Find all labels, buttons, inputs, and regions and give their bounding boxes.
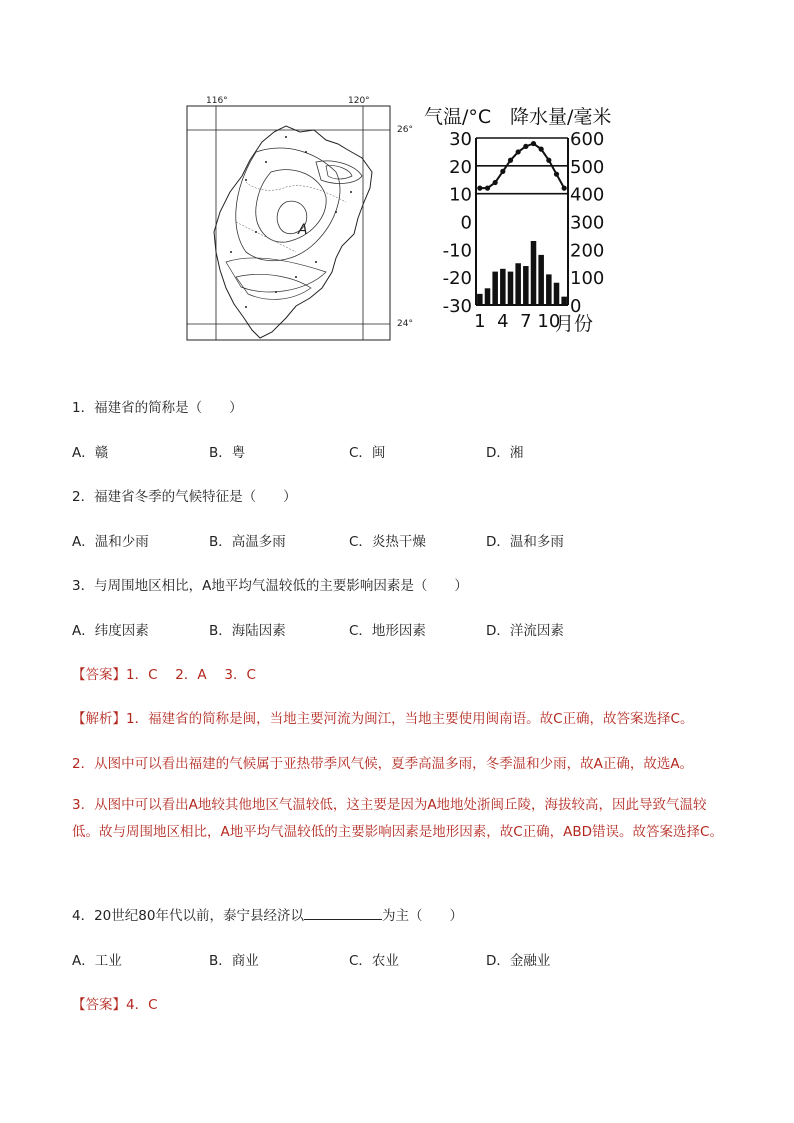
q3-option-a[interactable]: A．纬度因素: [72, 623, 149, 639]
lat-label-26: 26°: [397, 125, 413, 135]
q2-option-d[interactable]: D．温和多雨: [486, 534, 564, 550]
right-tick-label: 100: [570, 268, 605, 290]
answer-tag: 【答案】: [72, 667, 126, 683]
analysis-p1: 1．福建省的简称是闽，当地主要河流为闽江，当地主要使用闽南语。故C正确，故答案选择C。: [126, 711, 694, 727]
left-tick-label: -20: [442, 268, 472, 290]
left-tick-label: -30: [442, 296, 472, 317]
climate-chart: [420, 98, 630, 342]
precip-bar: [485, 288, 491, 305]
point-a-label: A: [298, 222, 308, 238]
precip-bar: [531, 241, 537, 305]
temperature-point: [562, 186, 567, 191]
precip-bar: [546, 274, 552, 305]
q3-option-b[interactable]: B．海陆因素: [209, 623, 286, 639]
answer-2-text: 4．C: [126, 997, 158, 1013]
left-tick-label: -10: [442, 240, 472, 262]
precip-bar: [492, 272, 498, 305]
chart-bars: [477, 241, 567, 305]
left-tick-label: 30: [449, 129, 472, 150]
answer-block-1: [72, 663, 256, 683]
q1-option-a[interactable]: A．赣: [72, 445, 109, 461]
temperature-point: [539, 147, 544, 152]
q1-option-c[interactable]: C．闽: [349, 445, 386, 461]
q1-option-b[interactable]: B．粤: [209, 445, 246, 461]
temperature-point: [508, 158, 513, 163]
q3-option-d[interactable]: D．洋流因素: [486, 623, 564, 639]
q3-option-c[interactable]: C．地形因素: [349, 623, 426, 639]
q4-blank[interactable]: [304, 906, 382, 920]
precip-bar: [554, 283, 560, 305]
lon-label-120: 120°: [348, 96, 370, 106]
precip-bar: [538, 255, 544, 305]
right-tick-label: 400: [570, 184, 605, 206]
map-frame: [187, 106, 390, 340]
chart-title-right: 降水量/毫米: [510, 106, 612, 128]
q4-option-c[interactable]: C．农业: [349, 953, 399, 969]
left-tick-label: 0: [460, 212, 472, 234]
precip-bar: [515, 263, 521, 305]
temperature-point: [554, 172, 559, 177]
temperature-point: [500, 169, 505, 174]
x-tick-label: 4: [497, 311, 509, 332]
left-tick-label: 10: [449, 184, 472, 206]
answer-2-tag: 【答案】: [72, 997, 126, 1013]
question-1-stem: 1．福建省的简称是（ ）: [72, 400, 243, 416]
q4-stem-before: 4．20世纪80年代以前，泰宁县经济以: [72, 908, 304, 924]
analysis-line-1: [72, 707, 693, 727]
q2-option-a[interactable]: A．温和少雨: [72, 534, 149, 550]
right-tick-label: 300: [570, 212, 605, 234]
q2-option-c[interactable]: C．炎热干燥: [349, 534, 426, 550]
lon-label-116: 116°: [206, 96, 228, 106]
right-tick-label: 200: [570, 240, 605, 262]
lat-label-24: 24°: [397, 319, 413, 329]
right-tick-label: 500: [570, 156, 605, 178]
left-tick-label: 20: [449, 156, 472, 178]
q4-option-b[interactable]: B．商业: [209, 953, 259, 969]
precip-bar: [523, 266, 529, 305]
q2-option-b[interactable]: B．高温多雨: [209, 534, 286, 550]
fujian-map: [186, 92, 436, 344]
question-2-stem: 2．福建省冬季的气候特征是（ ）: [72, 489, 297, 505]
precip-bar: [561, 297, 567, 305]
temperature-point: [546, 158, 551, 163]
climate-chart-svg: [420, 98, 630, 342]
answer-block-2: [72, 993, 158, 1013]
precip-bar: [500, 269, 506, 305]
right-tick-label: 600: [570, 129, 605, 150]
q1-option-d[interactable]: D．湘: [486, 445, 524, 461]
q4-option-a[interactable]: A．工业: [72, 953, 122, 969]
q4-stem-after: 为主（ ）: [381, 908, 463, 924]
q4-option-d[interactable]: D．金融业: [486, 953, 551, 969]
chart-title-left: 气温/°C: [424, 106, 492, 128]
temperature-point: [516, 149, 521, 154]
question-3-stem: 3．与周围地区相比，A地平均气温较低的主要影响因素是（ ）: [72, 578, 468, 594]
temperature-point: [523, 144, 528, 149]
question-4-stem: [72, 904, 463, 924]
temperature-point: [485, 186, 490, 191]
right-tick-label: 0: [570, 296, 582, 317]
answer-text: 1．C 2．A 3．C: [126, 667, 256, 683]
temperature-point: [493, 180, 498, 185]
x-tick-label: 10: [537, 311, 561, 332]
precip-bar: [508, 272, 514, 305]
chart-xlabel: 月份: [555, 313, 594, 335]
temperature-point: [477, 186, 482, 191]
analysis-tag: 【解析】: [72, 711, 126, 727]
x-tick-label: 7: [520, 311, 532, 332]
temperature-point: [531, 141, 536, 146]
analysis-p3: 3．从图中可以看出A地较其他地区气温较低，这主要是因为A地地处浙闽丘陵，海拔较高，因此导致气温较低。故与周围地区相比，A地平均气温较低的主要影响因素是地形因素，故C正确，ABD错误。故答案选择C。: [72, 797, 723, 840]
precip-bar: [477, 294, 483, 305]
province-outline: [214, 126, 372, 338]
x-tick-label: 1: [474, 311, 486, 332]
map-figure: [186, 92, 436, 344]
analysis-p2: 2．从图中可以看出福建的气候属于亚热带季风气候，夏季高温多雨，冬季温和少雨，故A正确，故选A。: [72, 756, 694, 772]
